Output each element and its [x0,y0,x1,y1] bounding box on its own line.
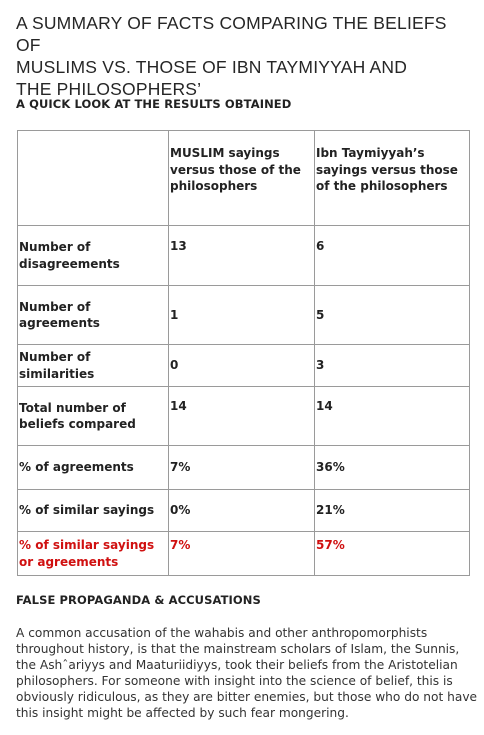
table-row [18,387,470,446]
muslim-value: 7% [169,446,315,490]
ibn-value: 3 [315,345,470,387]
row-label: Total number of beliefs compared [18,387,169,446]
muslim-value: 0 [169,345,315,387]
header-cell-empty [18,131,169,226]
results-table [17,130,470,576]
row-label: % of similar sayings [18,490,169,532]
muslim-value: 1 [169,286,315,345]
row-label: % of similar sayings or agreements [18,532,169,576]
table-row [18,446,470,490]
row-label: % of agreements [18,446,169,490]
title-line-1: A SUMMARY OF FACTS COMPARING THE BELIEFS OF [16,13,447,55]
ibn-value: 36% [315,446,470,490]
ibn-value: 5 [315,286,470,345]
title-line-2: MUSLIMS VS. THOSE OF IBN TAYMIYYAH AND [16,57,408,77]
muslim-value: 0% [169,490,315,532]
table-row [18,490,470,532]
body-paragraph: A common accusation of the wahabis and other anthropomorphists throughout history, is that the mainstream scholars of Islam, the Sunnis, the Ashˆariyys and Maaturiidiyys, took their beliefs from the Aristotelian philosophers. For someone with insight into the science of belief, this is obviously ridiculous, as they are bitter enemies, but those who do not have this insight might be affected by such fear mongering. [16,626,478,720]
table-row [18,286,470,345]
ibn-value: 6 [315,226,470,286]
ibn-value: 14 [315,387,470,446]
muslim-value: 14 [169,387,315,446]
section-heading: FALSE PROPAGANDA & ACCUSATIONS [16,593,261,607]
results-subheading: A QUICK LOOK AT THE RESULTS OBTAINED [16,97,292,111]
page-title [16,12,476,100]
ibn-value: 57% [315,532,470,576]
title-line-3: THE PHILOSOPHERS’ [16,79,202,99]
table-header-row [18,131,470,226]
table-row [18,226,470,286]
table-row-highlight [18,532,470,576]
muslim-value: 13 [169,226,315,286]
row-label: Number of agreements [18,286,169,345]
row-label: Number of similarities [18,345,169,387]
header-cell-muslim: MUSLIM sayings versus those of the philosophers [169,131,315,226]
muslim-value: 7% [169,532,315,576]
row-label: Number of disagreements [18,226,169,286]
table-row [18,345,470,387]
ibn-value: 21% [315,490,470,532]
header-cell-ibn-taymiyyah: Ibn Taymiyyah’s sayings versus those of the philosophers [315,131,470,226]
